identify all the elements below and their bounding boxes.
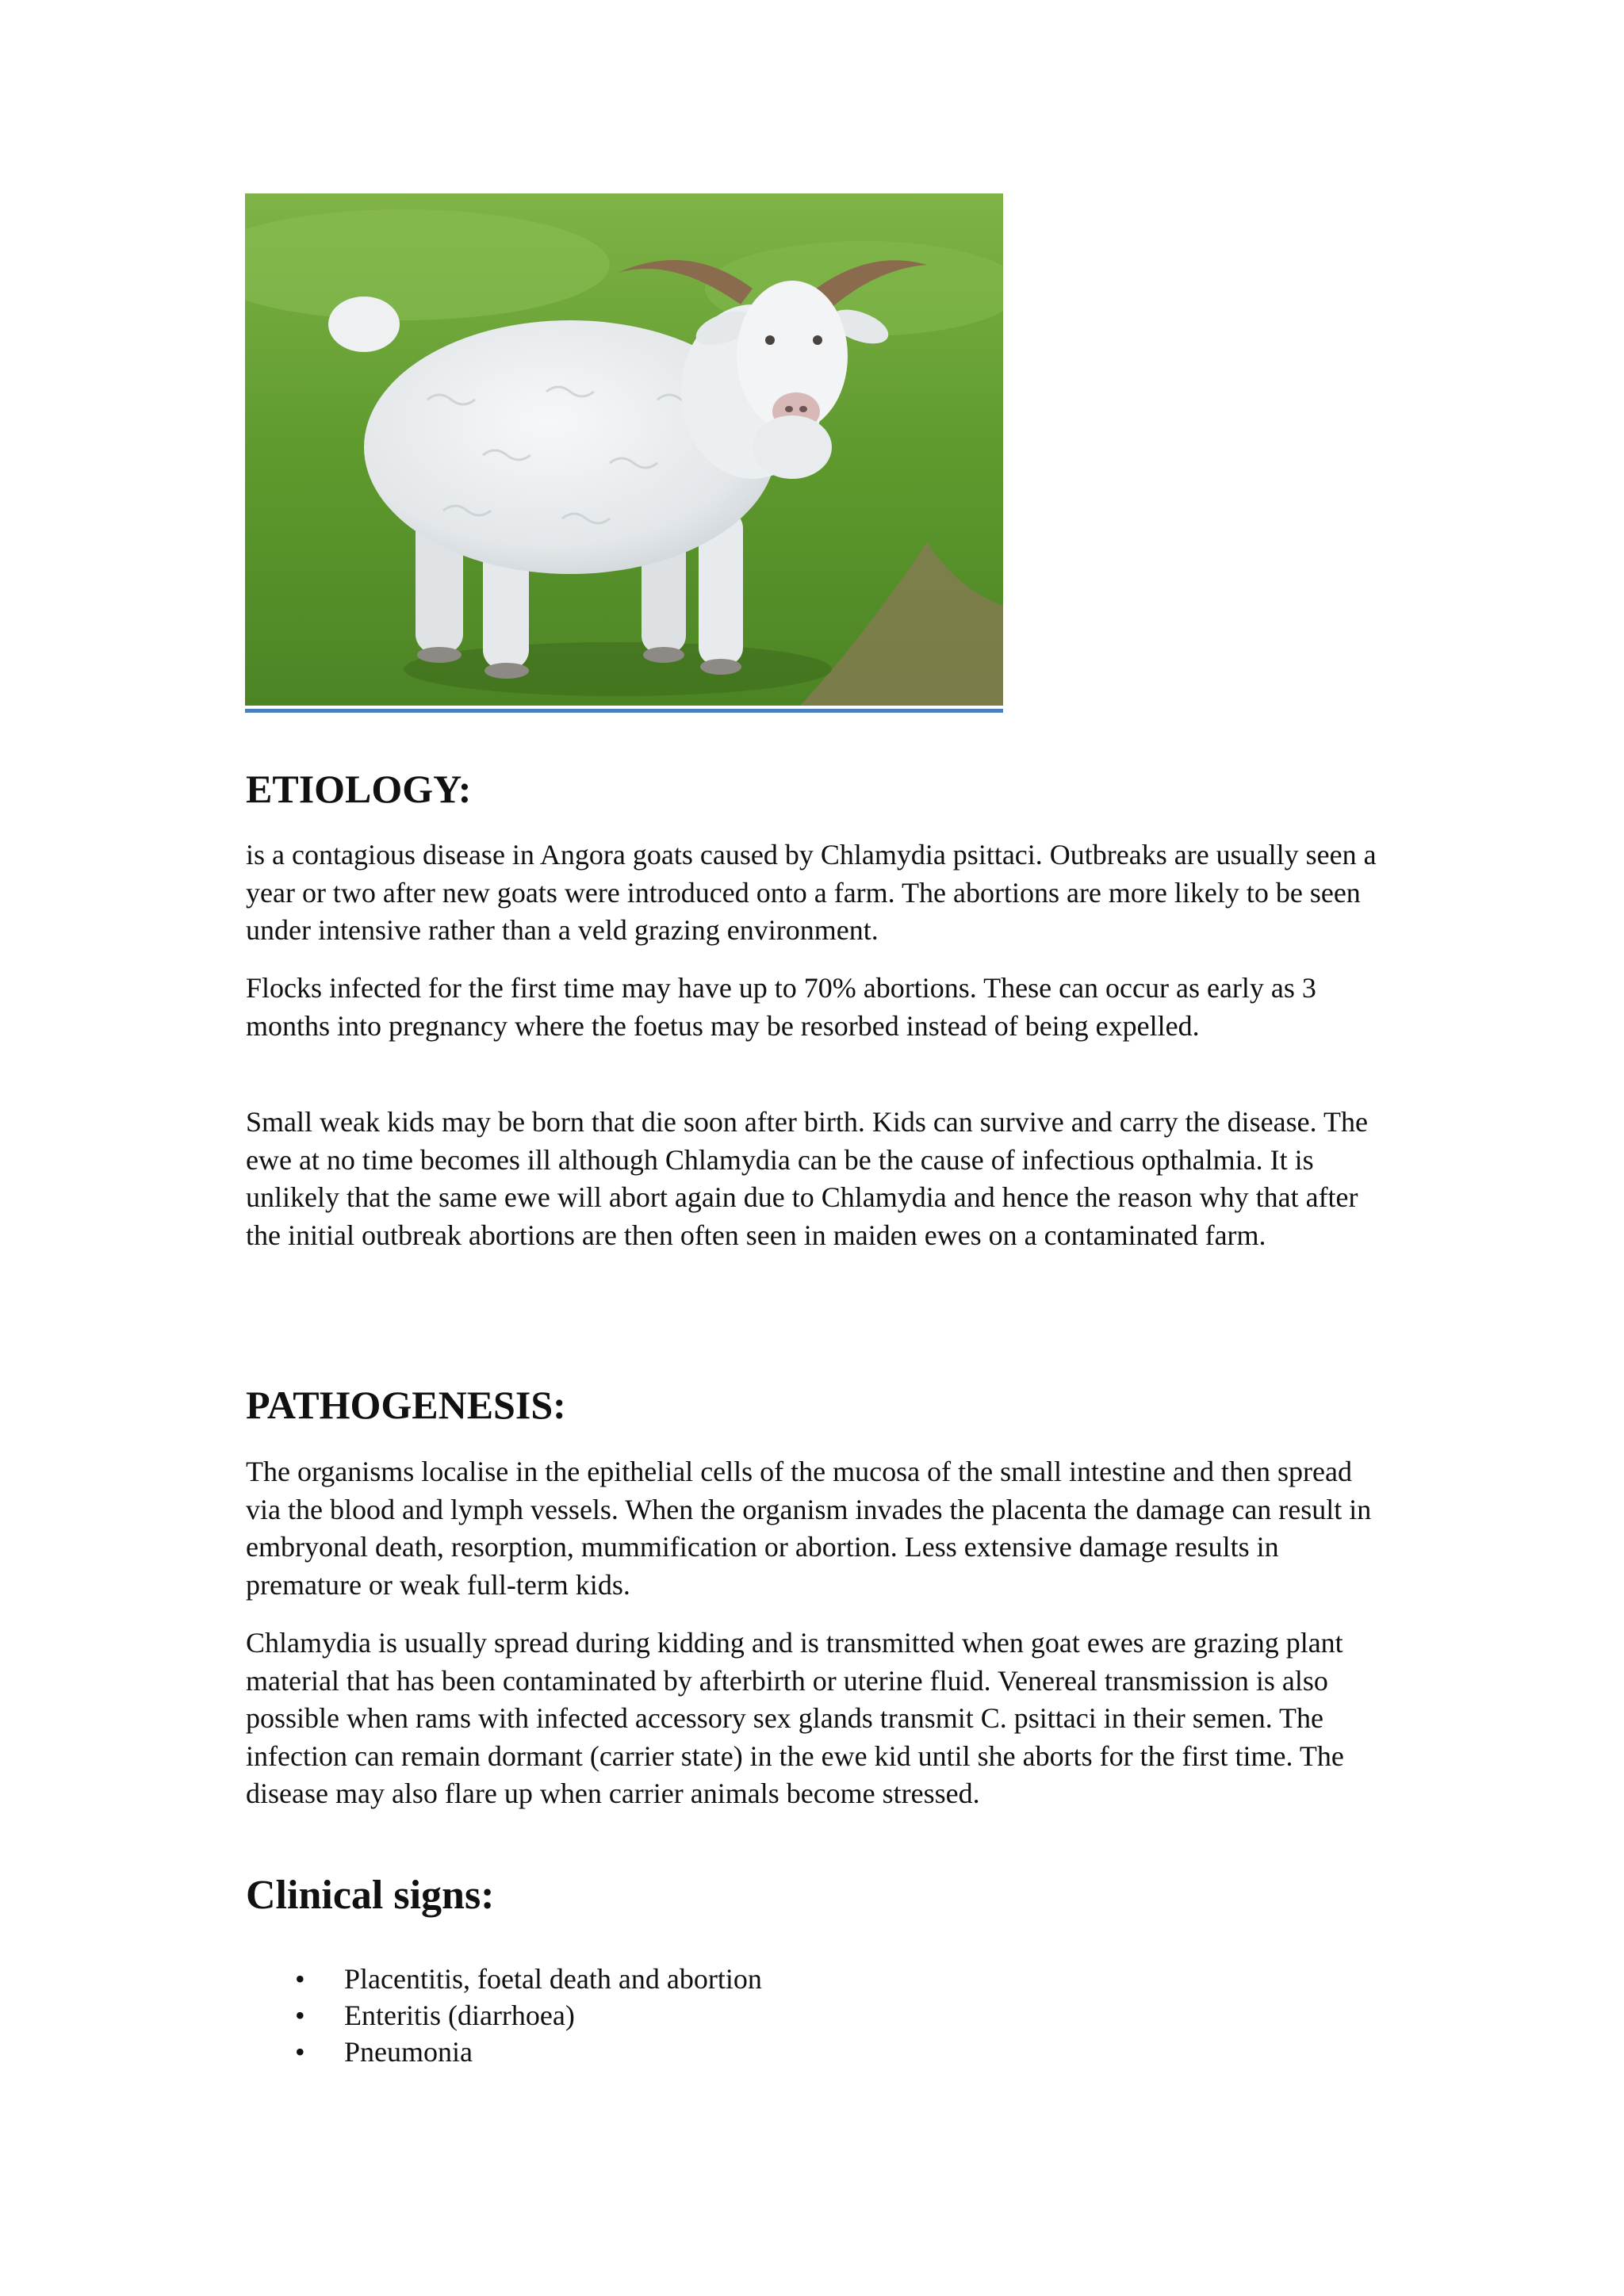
etiology-paragraph-2: Flocks infected for the first time may have up to 70% abortions. These can occur as early as 3 months into pregnancy where the foetus may be resorbed instead of being expelled. [246,972,1316,1042]
etiology-paragraph-1: is a contagious disease in Angora goats caused by Chlamydia psittaci. Outbreaks are usually seen a year or two after new goats were introduced onto a farm. The abortions are more likely to be seen under intensive rather than a veld grazing environment. [246,839,1377,946]
list-item-text: Pneumonia [344,2036,473,2068]
pathogenesis-heading: PATHOGENESIS: [246,1383,566,1427]
goat-photo [245,193,1003,706]
clinical-signs-heading: Clinical signs: [246,1873,495,1918]
bullet-icon: • [295,2036,305,2068]
list-item-text: Placentitis, foetal death and abortion [344,1963,762,1995]
list-item-text: Enteritis (diarrhoea) [344,1999,575,2031]
bullet-icon: • [295,1963,305,1995]
list-item [246,1997,762,2034]
etiology-paragraph-3: Small weak kids may be born that die soon after birth. Kids can survive and carry the disease. The ewe at no time becomes ill although Chlamydia can be the cause of infectious opthalmia. It is unlikely that the same ewe will abort again due to Chlamydia and hence the reason why that after the initial outbreak abortions are then often seen in maiden ewes on a contaminated farm. [246,1106,1368,1251]
photo-underline [245,709,1003,713]
goat-illustration [245,193,1003,706]
bullet-icon: • [295,1999,305,2031]
list-item [246,2034,762,2070]
pathogenesis-paragraph-2: Chlamydia is usually spread during kidding and is transmitted when goat ewes are grazing plant material that has been contaminated by afterbirth or uterine fluid. Venereal transmission is also possible when rams with infected accessory sex glands transmit C. psittaci in their semen. The infection can remain dormant (carrier state) in the ewe kid until she aborts for the first time. The disease may also flare up when carrier animals become stressed. [246,1627,1344,1809]
etiology-heading: ETIOLOGY: [246,767,472,811]
list-item [246,1961,762,1997]
pathogenesis-paragraph-1: The organisms localise in the epithelial cells of the mucosa of the small intestine and then spread via the blood and lymph vessels. When the organism invades the placenta the damage can result in embryonal death, resorption, mummification or abortion. Less extensive damage results in premature or weak full-term kids. [246,1456,1372,1601]
clinical-signs-list [246,1961,762,2070]
